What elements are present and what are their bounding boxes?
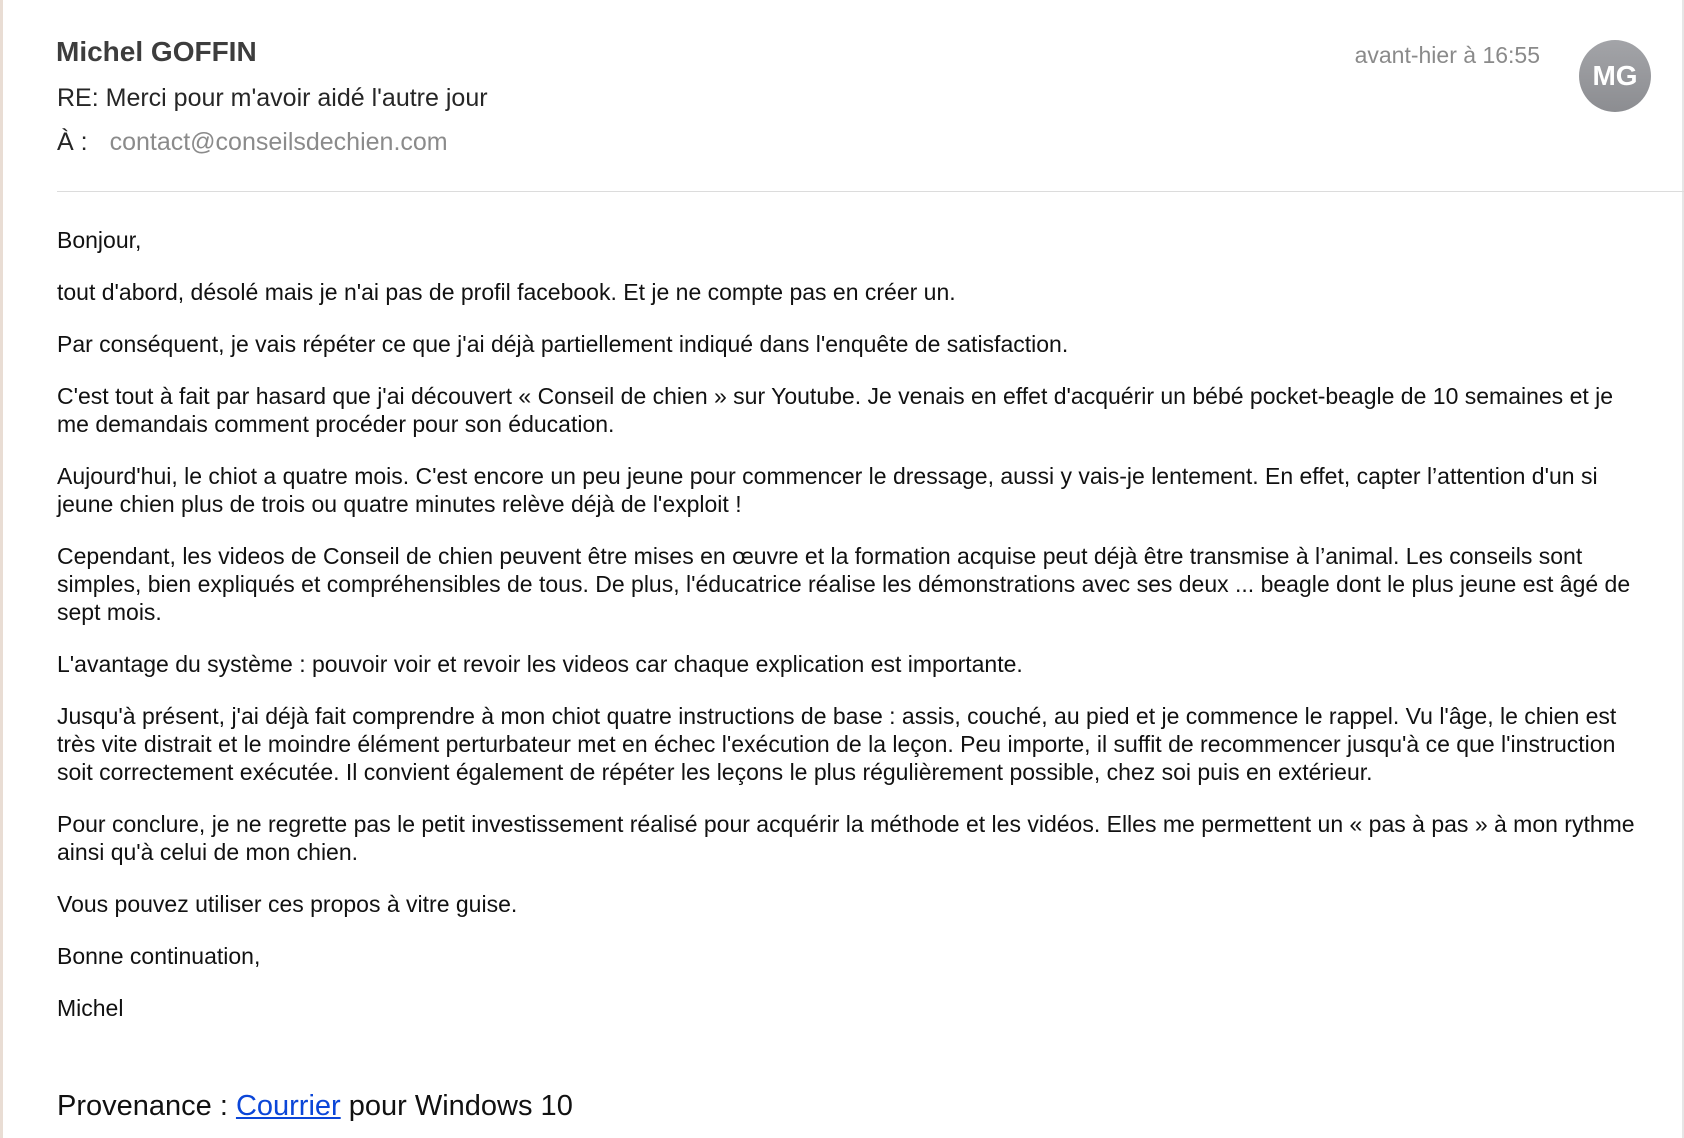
body-paragraph: Cependant, les videos de Conseil de chien peuvent être mises en œuvre et la formation acquise peut déjà être transmise à l’animal. Les conseils sont simples, bien expliqués et compréhensibles de tous. De plus, l'éducatrice réalise les démonstrations avec ses deux ... beagle dont le plus jeune est âgé de sept mois.	[57, 543, 1631, 625]
footer-prefix: Provenance :	[57, 1090, 236, 1122]
footer-suffix: pour Windows 10	[340, 1090, 573, 1122]
body-paragraph: Bonjour,	[57, 227, 142, 253]
body-paragraph: L'avantage du système : pouvoir voir et revoir les videos car chaque explication est importante.	[57, 651, 1023, 677]
sender-avatar[interactable]: MG	[1579, 40, 1651, 112]
courrier-link[interactable]: Courrier	[235, 1090, 341, 1122]
sender-name[interactable]: Michel GOFFIN	[56, 36, 257, 67]
recipient-label: À :	[57, 128, 88, 156]
body-paragraph: Pour conclure, je ne regrette pas le petit investissement réalisé pour acquérir la méthode et les vidéos. Elles me permettent un « pas à pas » à mon rythme ainsi qu'à celui de mon chien.	[57, 811, 1635, 865]
body-paragraph: C'est tout à fait par hasard que j'ai découvert « Conseil de chien » sur Youtube. Je venais en effet d'acquérir un bébé pocket-beagle de 10 semaines et je me demandais comment procéder pour son éducation.	[57, 383, 1614, 437]
body-paragraph: Jusqu'à présent, j'ai déjà fait comprendre à mon chiot quatre instructions de base : assis, couché, au pied et je commence le rappel. Vu l'âge, le chien est très vite distrait et le moindre élément perturbateur met en échec l'exécution de la leçon. Peu importe, il suffit de recommencer jusqu'à ce que l'instruction soit correctement exécutée. Il convient également de répéter les leçons le plus régulièrement possible, chez soi puis en extérieur.	[57, 703, 1617, 785]
body-paragraph: Vous pouvez utiliser ces propos à vitre guise.	[57, 891, 518, 917]
body-paragraph: Bonne continuation,	[57, 943, 261, 969]
header-divider	[57, 191, 1684, 192]
email-timestamp: avant-hier à 16:55	[1354, 42, 1540, 68]
email-footer	[57, 1090, 573, 1123]
body-paragraph: tout d'abord, désolé mais je n'ai pas de profil facebook. Et je ne compte pas en créer un.	[57, 279, 956, 305]
email-header	[3, 0, 1682, 192]
signature: Michel	[57, 995, 124, 1021]
recipient-row	[57, 128, 448, 157]
body-paragraph: Par conséquent, je vais répéter ce que j'ai déjà partiellement indiqué dans l'enquête de satisfaction.	[57, 331, 1069, 357]
body-paragraph: Aujourd'hui, le chiot a quatre mois. C'est encore un peu jeune pour commencer le dressage, aussi y vais-je lentement. En effet, capter l’attention d'un si jeune chien plus de trois ou quatre minutes relève déjà de l'exploit !	[57, 463, 1598, 517]
email-subject: RE: Merci pour m'avoir aidé l'autre jour	[57, 84, 488, 112]
email-body	[57, 226, 1647, 1022]
recipient-address[interactable]: contact@conseilsdechien.com	[109, 128, 448, 156]
